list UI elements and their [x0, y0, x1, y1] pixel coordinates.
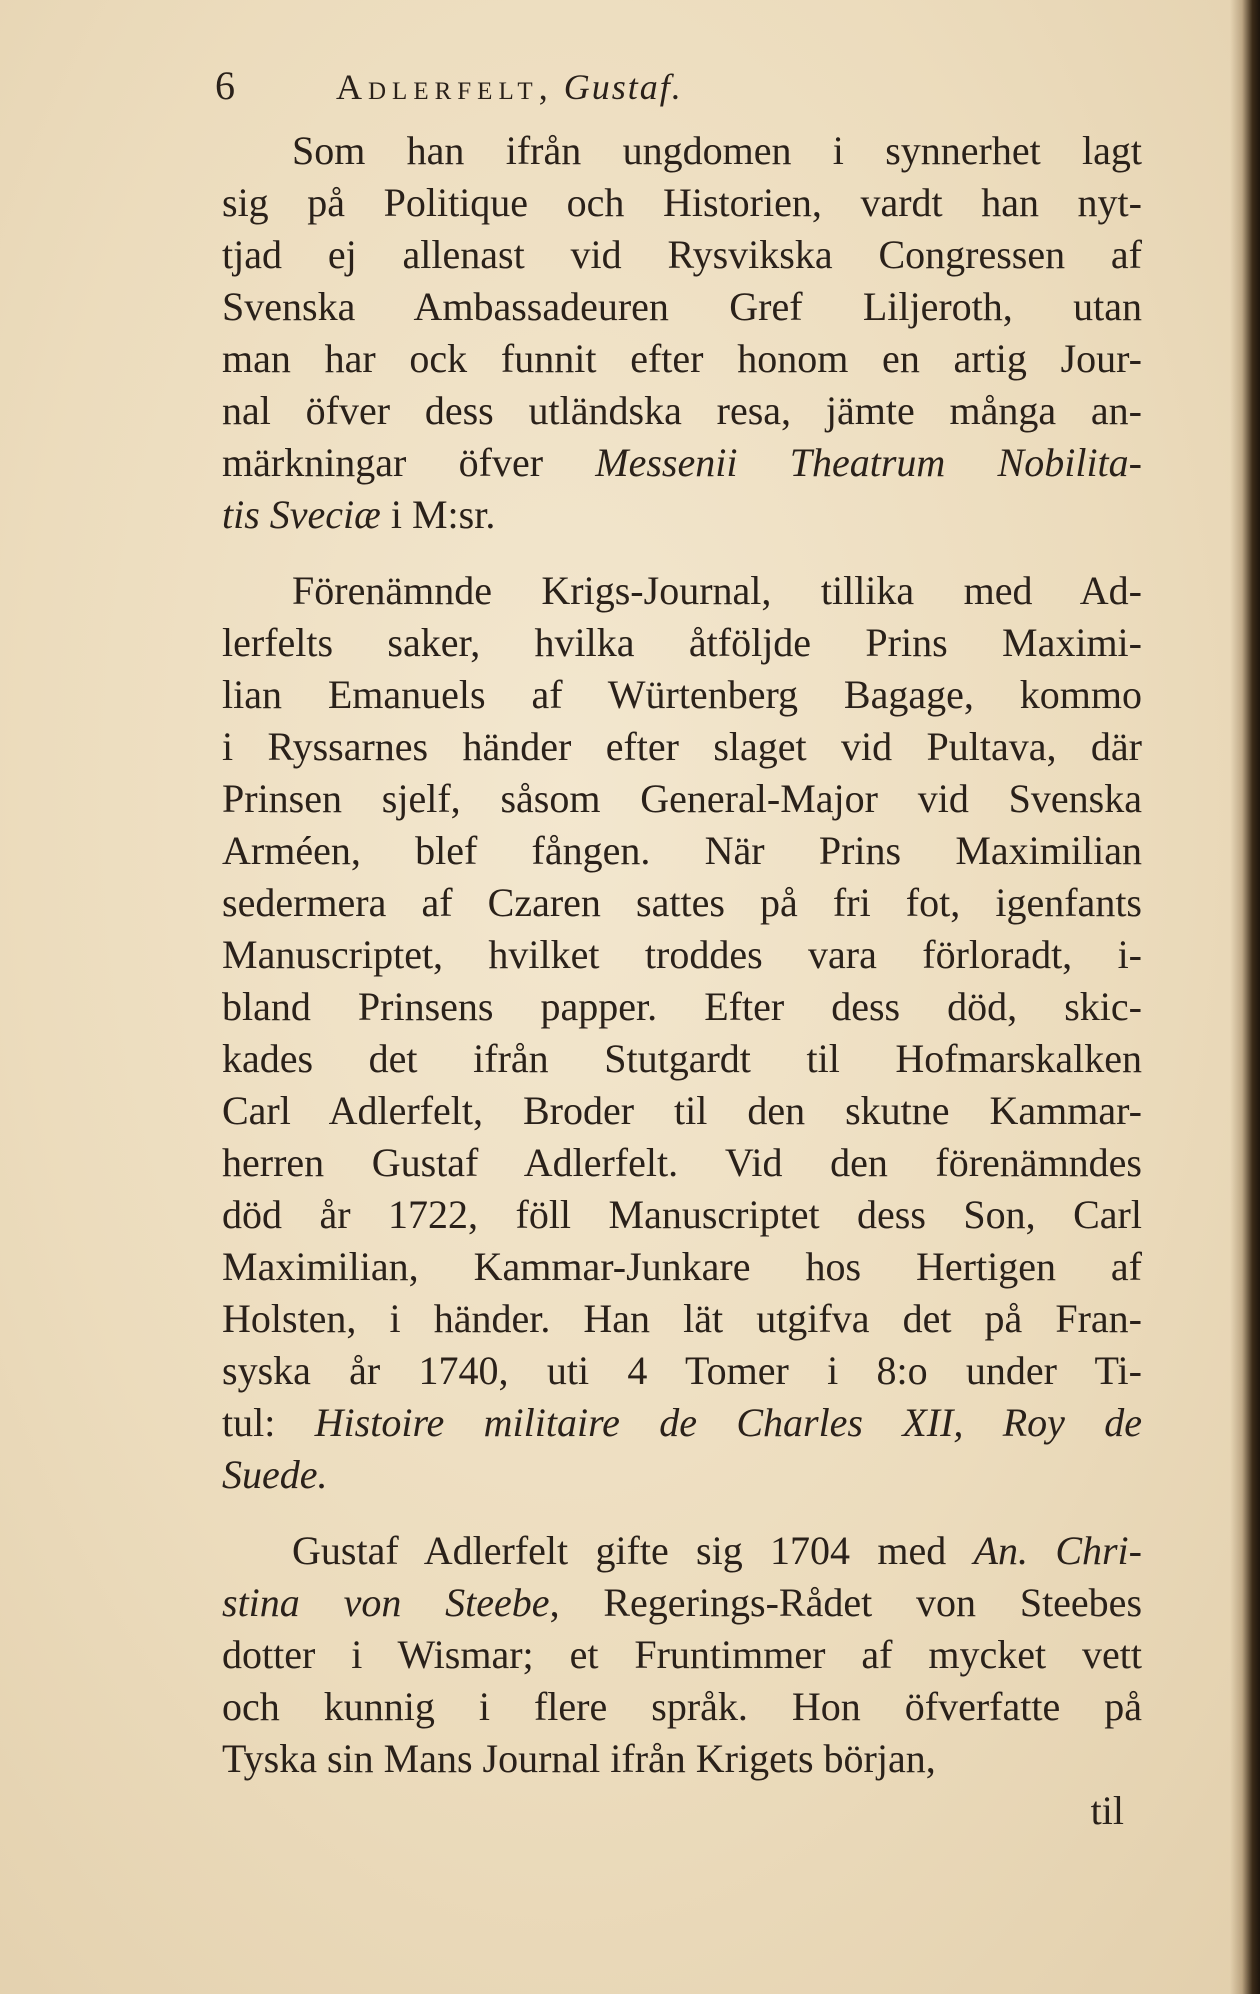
text-run: Prinsen sjelf, såsom General-Major vid Svenska — [222, 776, 1142, 821]
text-line — [222, 489, 1142, 541]
text-run: i Ryssarnes händer efter slaget vid Pultava, där — [222, 724, 1142, 769]
italic-text: stina von Steebe — [222, 1580, 550, 1625]
italic-text: Suede. — [222, 1452, 328, 1497]
text-run: i M:sr. — [380, 492, 496, 537]
body-text — [222, 125, 1142, 1837]
text-run: Arméen, blef fången. När Prins Maximilian — [222, 828, 1142, 873]
text-line — [222, 565, 1142, 617]
text-run: syska år 1740, uti 4 Tomer i 8:o under Ti- — [222, 1348, 1142, 1393]
text-run: lian Emanuels af Würtenberg Bagage, kommo — [222, 672, 1142, 717]
running-head-surname: Adlerfelt, — [336, 67, 554, 107]
text-run: tjad ej allenast vid Rysvikska Congressen af — [222, 232, 1142, 277]
text-line — [222, 1189, 1142, 1241]
text-line — [222, 773, 1142, 825]
text-run: Som han ifrån ungdomen i synnerhet lagt — [292, 128, 1142, 173]
text-line — [222, 281, 1142, 333]
text-run: Tyska sin Mans Journal ifrån Krigets början, — [222, 1736, 936, 1781]
text-line — [222, 125, 1142, 177]
text-line — [222, 437, 1142, 489]
text-line — [222, 1733, 1142, 1785]
text-run: herren Gustaf Adlerfelt. Vid den förenämndes — [222, 1140, 1142, 1185]
text-line — [222, 1241, 1142, 1293]
paragraph-gap — [222, 1501, 1142, 1525]
text-line — [222, 825, 1142, 877]
text-line — [222, 229, 1142, 281]
text-run: kades det ifrån Stutgardt til Hofmarskalken — [222, 1036, 1142, 1081]
text-line — [222, 1449, 1142, 1501]
catchword: til — [1090, 1788, 1124, 1833]
italic-text: An. Chri- — [973, 1528, 1142, 1573]
text-line — [222, 721, 1142, 773]
text-line — [222, 1137, 1142, 1189]
italic-text: Messenii Theatrum Nobilita- — [595, 440, 1142, 485]
text-line — [222, 1525, 1142, 1577]
text-run: dotter i Wismar; et Fruntimmer af mycket vett — [222, 1632, 1142, 1677]
text-run: tul: — [222, 1400, 315, 1445]
text-run: och kunnig i flere språk. Hon öfverfatte på — [222, 1684, 1142, 1729]
text-line — [222, 1577, 1142, 1629]
text-line — [222, 1629, 1142, 1681]
text-run: märkningar öfver — [222, 440, 596, 485]
text-line — [222, 617, 1142, 669]
paragraph — [222, 125, 1142, 541]
page-number: 6 — [215, 63, 236, 108]
text-line — [222, 1397, 1142, 1449]
text-line — [222, 1033, 1142, 1085]
text-run: Carl Adlerfelt, Broder til den skutne Kammar- — [222, 1088, 1142, 1133]
text-run: lerfelts saker, hvilka åtföljde Prins Maximi- — [222, 620, 1142, 665]
text-run: sig på Politique och Historien, vardt han nyt- — [222, 180, 1142, 225]
text-run: nal öfver dess utländska resa, jämte många an- — [222, 388, 1142, 433]
text-run: Holsten, i händer. Han lät utgifva det på Fran- — [222, 1296, 1142, 1341]
text-line — [222, 177, 1142, 229]
text-line — [222, 1293, 1142, 1345]
running-head-given-name: Gustaf. — [563, 67, 683, 107]
text-line — [222, 669, 1142, 721]
text-line — [222, 929, 1142, 981]
text-run: Gustaf Adlerfelt gifte sig 1704 med — [292, 1528, 974, 1573]
text-run: Förenämnde Krigs-Journal, tillika med Ad- — [292, 568, 1142, 613]
italic-text: Histoire militaire de Charles XII, Roy de — [314, 1400, 1142, 1445]
paragraph — [222, 565, 1142, 1501]
text-line — [222, 333, 1142, 385]
text-line — [222, 981, 1142, 1033]
text-run: sedermera af Czaren sattes på fri fot, igenfants — [222, 880, 1142, 925]
running-head — [215, 56, 1115, 116]
text-run: död år 1722, föll Manuscriptet dess Son, Carl — [222, 1192, 1142, 1237]
text-line — [222, 385, 1142, 437]
text-line — [222, 877, 1142, 929]
binding-gutter — [1230, 0, 1260, 1994]
text-run: Manuscriptet, hvilket troddes vara förloradt, i- — [222, 932, 1142, 977]
text-line — [222, 1085, 1142, 1137]
text-line — [222, 1681, 1142, 1733]
text-line — [222, 1345, 1142, 1397]
text-run: bland Prinsens papper. Efter dess död, skic- — [222, 984, 1142, 1029]
text-run: , Regerings-Rådet von Steebes — [549, 1580, 1143, 1625]
text-run: Svenska Ambassadeuren Gref Liljeroth, utan — [222, 284, 1142, 329]
italic-text: tis Sveciæ — [222, 492, 381, 537]
paragraph-gap — [222, 541, 1142, 565]
text-run: man har ock funnit efter honom en artig Jour- — [222, 336, 1142, 381]
text-run: Maximilian, Kammar-Junkare hos Hertigen af — [222, 1244, 1142, 1289]
paragraph — [222, 1525, 1142, 1785]
